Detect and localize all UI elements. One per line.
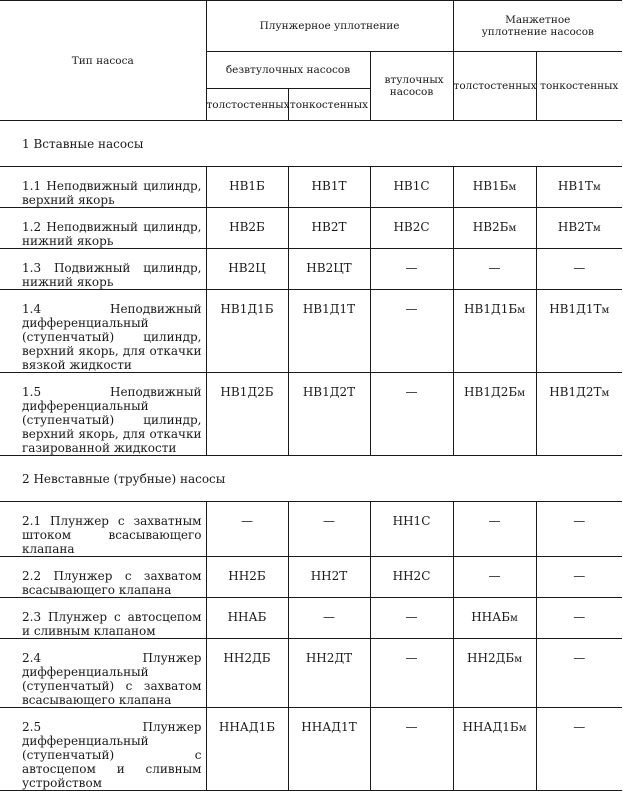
- pump-code: НВ1Д2Т: [549, 385, 602, 399]
- pump-code-cell: [206, 249, 288, 290]
- pump-code-cell: [206, 373, 288, 456]
- pump-code-cell: [370, 557, 453, 598]
- pump-type-name: 1.1 Неподвижный цилиндр, верхний якорь: [0, 167, 206, 208]
- pump-code: НВ1Д1Т: [302, 302, 356, 316]
- pump-code-cell: [370, 373, 453, 456]
- pump-code-suffix: м: [592, 223, 601, 234]
- header-plunger-thick: толстостенных: [206, 89, 288, 121]
- pump-code: НВ1Б: [472, 179, 509, 193]
- pump-code-cell: [536, 249, 622, 290]
- pump-code: НВ1Д1Б: [220, 302, 274, 316]
- pump-code-suffix: м: [601, 305, 610, 316]
- pump-code-cell: [288, 557, 370, 598]
- table-body: [0, 121, 622, 791]
- pump-code-suffix: м: [508, 223, 517, 234]
- pump-code: —: [405, 302, 418, 316]
- pump-code: —: [573, 610, 586, 624]
- pump-code-cell: [536, 502, 622, 557]
- pump-code-cell: [288, 708, 370, 791]
- pump-code-cell: [453, 249, 536, 290]
- pump-code: —: [488, 514, 501, 528]
- pump-code: НН2С: [392, 569, 431, 583]
- section-row: [0, 121, 622, 167]
- pump-code: НВ2ЦТ: [306, 261, 352, 275]
- pump-code-cell: [536, 373, 622, 456]
- pump-code: —: [323, 610, 335, 624]
- pump-code: НВ1Д1Т: [549, 302, 602, 316]
- section-row: [0, 456, 622, 502]
- pump-code-cell: [536, 167, 622, 208]
- pump-code: —: [241, 514, 253, 528]
- table-row: [0, 598, 622, 639]
- pump-code: НН2ДБ: [467, 651, 515, 665]
- pump-code-cell: [288, 249, 370, 290]
- pump-code-cell: [370, 167, 453, 208]
- pump-code: НВ1Б: [229, 179, 265, 193]
- pump-code: —: [488, 261, 501, 275]
- pump-code-suffix: м: [517, 388, 525, 399]
- pump-code-cell: [453, 598, 536, 639]
- pump-code: —: [573, 569, 586, 583]
- pump-code-cell: [288, 290, 370, 373]
- pump-code: НВ2Т: [311, 220, 347, 234]
- pump-code: —: [323, 514, 335, 528]
- table-row: [0, 167, 622, 208]
- table-row: [0, 208, 622, 249]
- table-row: [0, 557, 622, 598]
- pump-code: ННАБ: [227, 610, 267, 624]
- pump-code: НВ2Т: [557, 220, 593, 234]
- pump-code: —: [405, 610, 418, 624]
- table-row: [0, 373, 622, 456]
- pump-code: НН2Т: [310, 569, 348, 583]
- pump-code-cell: [536, 290, 622, 373]
- pump-type-name: 1.5 Неподвижный дифференциальный (ступенчатый) цилиндр, верхний якорь, для откачки газированной жидкости: [0, 373, 206, 456]
- header-cuff-thin: тонкостенных: [536, 52, 622, 121]
- pump-code-cell: [288, 502, 370, 557]
- pump-code-cell: [536, 639, 622, 708]
- pump-code-cell: [206, 598, 288, 639]
- pump-code-cell: [453, 208, 536, 249]
- pump-code-cell: [536, 208, 622, 249]
- pump-code-cell: [288, 208, 370, 249]
- pump-code: —: [405, 720, 418, 734]
- pump-code-cell: [370, 639, 453, 708]
- header-sleeved: втулочных насосов: [370, 52, 453, 121]
- pump-code-suffix: м: [510, 613, 518, 624]
- pump-code: НН2ДБ: [223, 651, 271, 665]
- table-row: [0, 249, 622, 290]
- pump-type-name: 2.5 Плунжер дифференциальный (ступенчатый) с автосцепом и сливным устройством: [0, 708, 206, 791]
- table-row: [0, 639, 622, 708]
- pump-code-cell: [206, 502, 288, 557]
- pump-code-suffix: м: [518, 723, 527, 734]
- table-row: [0, 502, 622, 557]
- pump-code: —: [405, 261, 418, 275]
- pump-code-suffix: м: [508, 182, 517, 193]
- header-sleeveless: безвтулочных насосов: [206, 52, 370, 89]
- pump-code: —: [488, 569, 501, 583]
- pump-type-name: 1.2 Неподвижный цилиндр, нижний якорь: [0, 208, 206, 249]
- pump-code: НН2ДТ: [305, 651, 353, 665]
- pump-code: —: [405, 651, 418, 665]
- pump-code-cell: [453, 708, 536, 791]
- pump-code-cell: [206, 557, 288, 598]
- pump-code-cell: [206, 639, 288, 708]
- pump-code-cell: [206, 208, 288, 249]
- pump-code-suffix: м: [601, 388, 610, 399]
- header-cuff-seal: Манжетное уплотнение насосов: [453, 1, 622, 52]
- pump-code: НВ2Б: [472, 220, 509, 234]
- pump-code-cell: [453, 557, 536, 598]
- header-pump-type: Тип насоса: [0, 1, 206, 121]
- pump-code-cell: [453, 502, 536, 557]
- pump-code-cell: [370, 249, 453, 290]
- pump-code-cell: [288, 598, 370, 639]
- pump-code-cell: [453, 167, 536, 208]
- pump-code-cell: [536, 708, 622, 791]
- pump-code-cell: [288, 639, 370, 708]
- pump-code: ННАД1Б: [218, 720, 276, 734]
- pump-code-cell: [370, 708, 453, 791]
- pump-code: НН2Б: [228, 569, 266, 583]
- pump-code-cell: [453, 639, 536, 708]
- pump-code-cell: [206, 290, 288, 373]
- table-row: [0, 708, 622, 791]
- pump-code-cell: [370, 290, 453, 373]
- pump-code: НВ2Б: [229, 220, 265, 234]
- pump-code-suffix: м: [517, 305, 525, 316]
- pump-type-name: 1.4 Неподвижный дифференциальный (ступенчатый) цилиндр, верхний якорь, для откачки вязкой жидкости: [0, 290, 206, 373]
- pump-type-name: 2.2 Плунжер с захватом всасывающего клапана: [0, 557, 206, 598]
- section-title: 1 Вставные насосы: [0, 121, 622, 167]
- pump-code-suffix: м: [592, 182, 601, 193]
- pump-code: НВ1Т: [557, 179, 593, 193]
- header-plunger-seal: Плунжерное уплотнение: [206, 1, 453, 52]
- header-plunger-thin: тонкостенных: [288, 89, 370, 121]
- pump-code: НВ1Т: [311, 179, 347, 193]
- pump-code-cell: [536, 598, 622, 639]
- pump-code-cell: [453, 290, 536, 373]
- pump-code-cell: [370, 598, 453, 639]
- table-row: [0, 290, 622, 373]
- pump-code-suffix: м: [514, 654, 522, 665]
- pump-code-cell: [206, 708, 288, 791]
- pump-code-cell: [206, 167, 288, 208]
- pump-code-cell: [453, 373, 536, 456]
- pump-code: НВ1Д1Б: [464, 302, 518, 316]
- pump-code: НВ1Д2Б: [220, 385, 274, 399]
- pump-code: НН1С: [392, 514, 431, 528]
- section-title: 2 Невставные (трубные) насосы: [0, 456, 622, 502]
- pump-code: ННАД1Б: [462, 720, 519, 734]
- header-cuff-thick: толстостенных: [453, 52, 536, 121]
- pump-code: —: [573, 651, 586, 665]
- pump-code: НВ1Д2Б: [464, 385, 518, 399]
- pump-code-cell: [536, 557, 622, 598]
- pump-code: —: [405, 385, 418, 399]
- pump-code-cell: [288, 167, 370, 208]
- pump-type-name: 2.3 Плунжер с автосцепом и сливным клапаном: [0, 598, 206, 639]
- pump-code: —: [573, 261, 586, 275]
- table-header: [0, 1, 622, 121]
- pump-code-cell: [288, 373, 370, 456]
- pump-code: —: [573, 514, 586, 528]
- pump-type-name: 2.1 Плунжер с захватным штоком всасывающего клапана: [0, 502, 206, 557]
- pump-code: НВ2Ц: [228, 261, 266, 275]
- pump-code: НВ1С: [393, 179, 430, 193]
- pump-code: НВ2С: [393, 220, 430, 234]
- pump-code: ННАБ: [471, 610, 511, 624]
- pump-code-cell: [370, 502, 453, 557]
- pump-type-name: 2.4 Плунжер дифференциальный (ступенчатый) с захватом всасывающего клапана: [0, 639, 206, 708]
- pump-code-cell: [370, 208, 453, 249]
- pump-code: —: [573, 720, 586, 734]
- pump-code: НВ1Д2Т: [302, 385, 356, 399]
- pump-type-name: 1.3 Подвижный цилиндр, нижний якорь: [0, 249, 206, 290]
- pump-code: ННАД1Т: [301, 720, 357, 734]
